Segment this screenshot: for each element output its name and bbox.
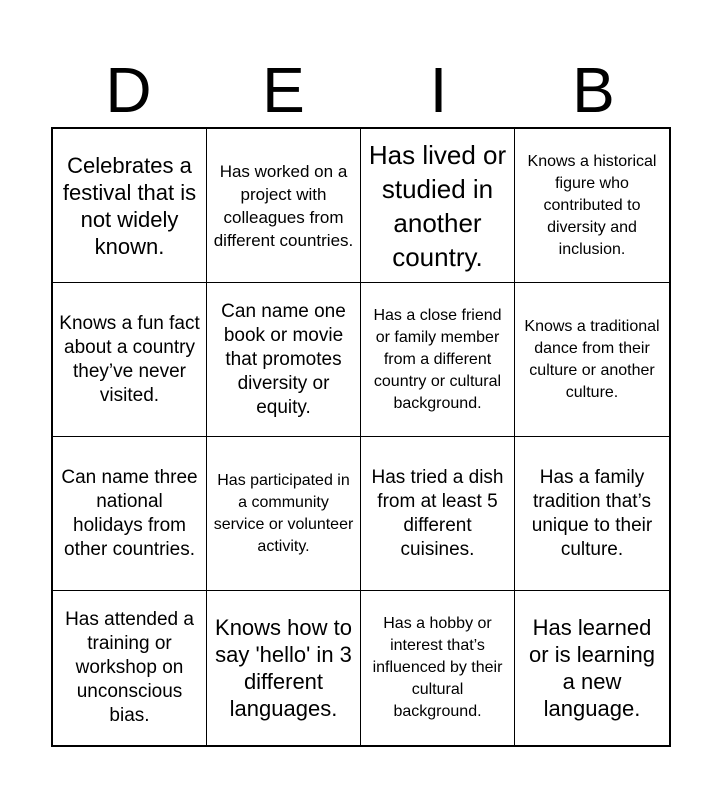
- bingo-cell-r1c3[interactable]: [361, 129, 515, 283]
- bingo-cell-r3c2[interactable]: [207, 437, 361, 591]
- bingo-cell-text: Knows a traditional dance from their culture or another culture.: [524, 317, 660, 401]
- bingo-cell-r4c1[interactable]: [53, 591, 207, 745]
- bingo-cell-r1c2[interactable]: [207, 129, 361, 283]
- bingo-cell-r2c2[interactable]: [207, 283, 361, 437]
- bingo-cell-r1c1[interactable]: [53, 129, 207, 283]
- bingo-cell-text: Has a hobby or interest that’s influenced by their cultural background.: [372, 615, 503, 720]
- bingo-cell-text: Knows how to say 'hello' in 3 different languages.: [215, 615, 352, 721]
- header-letter-i: I: [429, 54, 448, 126]
- bingo-cell-text: Has worked on a project with colleagues from different countries.: [213, 161, 354, 250]
- bingo-cell-text: Can name three national holidays from other countries.: [61, 466, 198, 560]
- bingo-cell-r3c4[interactable]: [515, 437, 669, 591]
- bingo-cell-text: Has lived or studied in another country.: [368, 139, 507, 272]
- header-letter-e: E: [262, 54, 305, 126]
- bingo-cell-text: Can name one book or movie that promotes diversity or equity.: [221, 300, 346, 418]
- bingo-board: [51, 127, 671, 747]
- bingo-cell-r4c3[interactable]: [361, 591, 515, 745]
- bingo-cell-text: Has a close friend or family member from a different country or cultural background.: [373, 306, 502, 412]
- header-letter-d: D: [105, 54, 152, 126]
- bingo-cell-r2c4[interactable]: [515, 283, 669, 437]
- bingo-cell-text: Has participated in a community service or volunteer activity.: [213, 471, 354, 555]
- bingo-cell-text: Celebrates a festival that is not widely known.: [62, 152, 197, 259]
- bingo-cell-r3c3[interactable]: [361, 437, 515, 591]
- bingo-cell-text: Has tried a dish from at least 5 different cuisines.: [371, 466, 504, 560]
- bingo-cell-text: Has attended a training or workshop on unconscious bias.: [65, 609, 194, 726]
- bingo-cell-text: Knows a fun fact about a country they’ve never visited.: [59, 312, 200, 406]
- bingo-cell-text: Has a family tradition that’s unique to their culture.: [531, 466, 653, 560]
- bingo-cell-r1c4[interactable]: [515, 129, 669, 283]
- bingo-cell-text: Has learned or is learning a new language.: [529, 615, 655, 721]
- bingo-cell-r2c1[interactable]: [53, 283, 207, 437]
- bingo-header: [51, 52, 671, 128]
- bingo-cell-r2c3[interactable]: [361, 283, 515, 437]
- bingo-cell-r3c1[interactable]: [53, 437, 207, 591]
- header-letter-b: B: [572, 54, 615, 126]
- bingo-cell-text: Knows a historical figure who contributed to diversity and inclusion.: [527, 152, 657, 258]
- bingo-cell-r4c4[interactable]: [515, 591, 669, 745]
- bingo-cell-r4c2[interactable]: [207, 591, 361, 745]
